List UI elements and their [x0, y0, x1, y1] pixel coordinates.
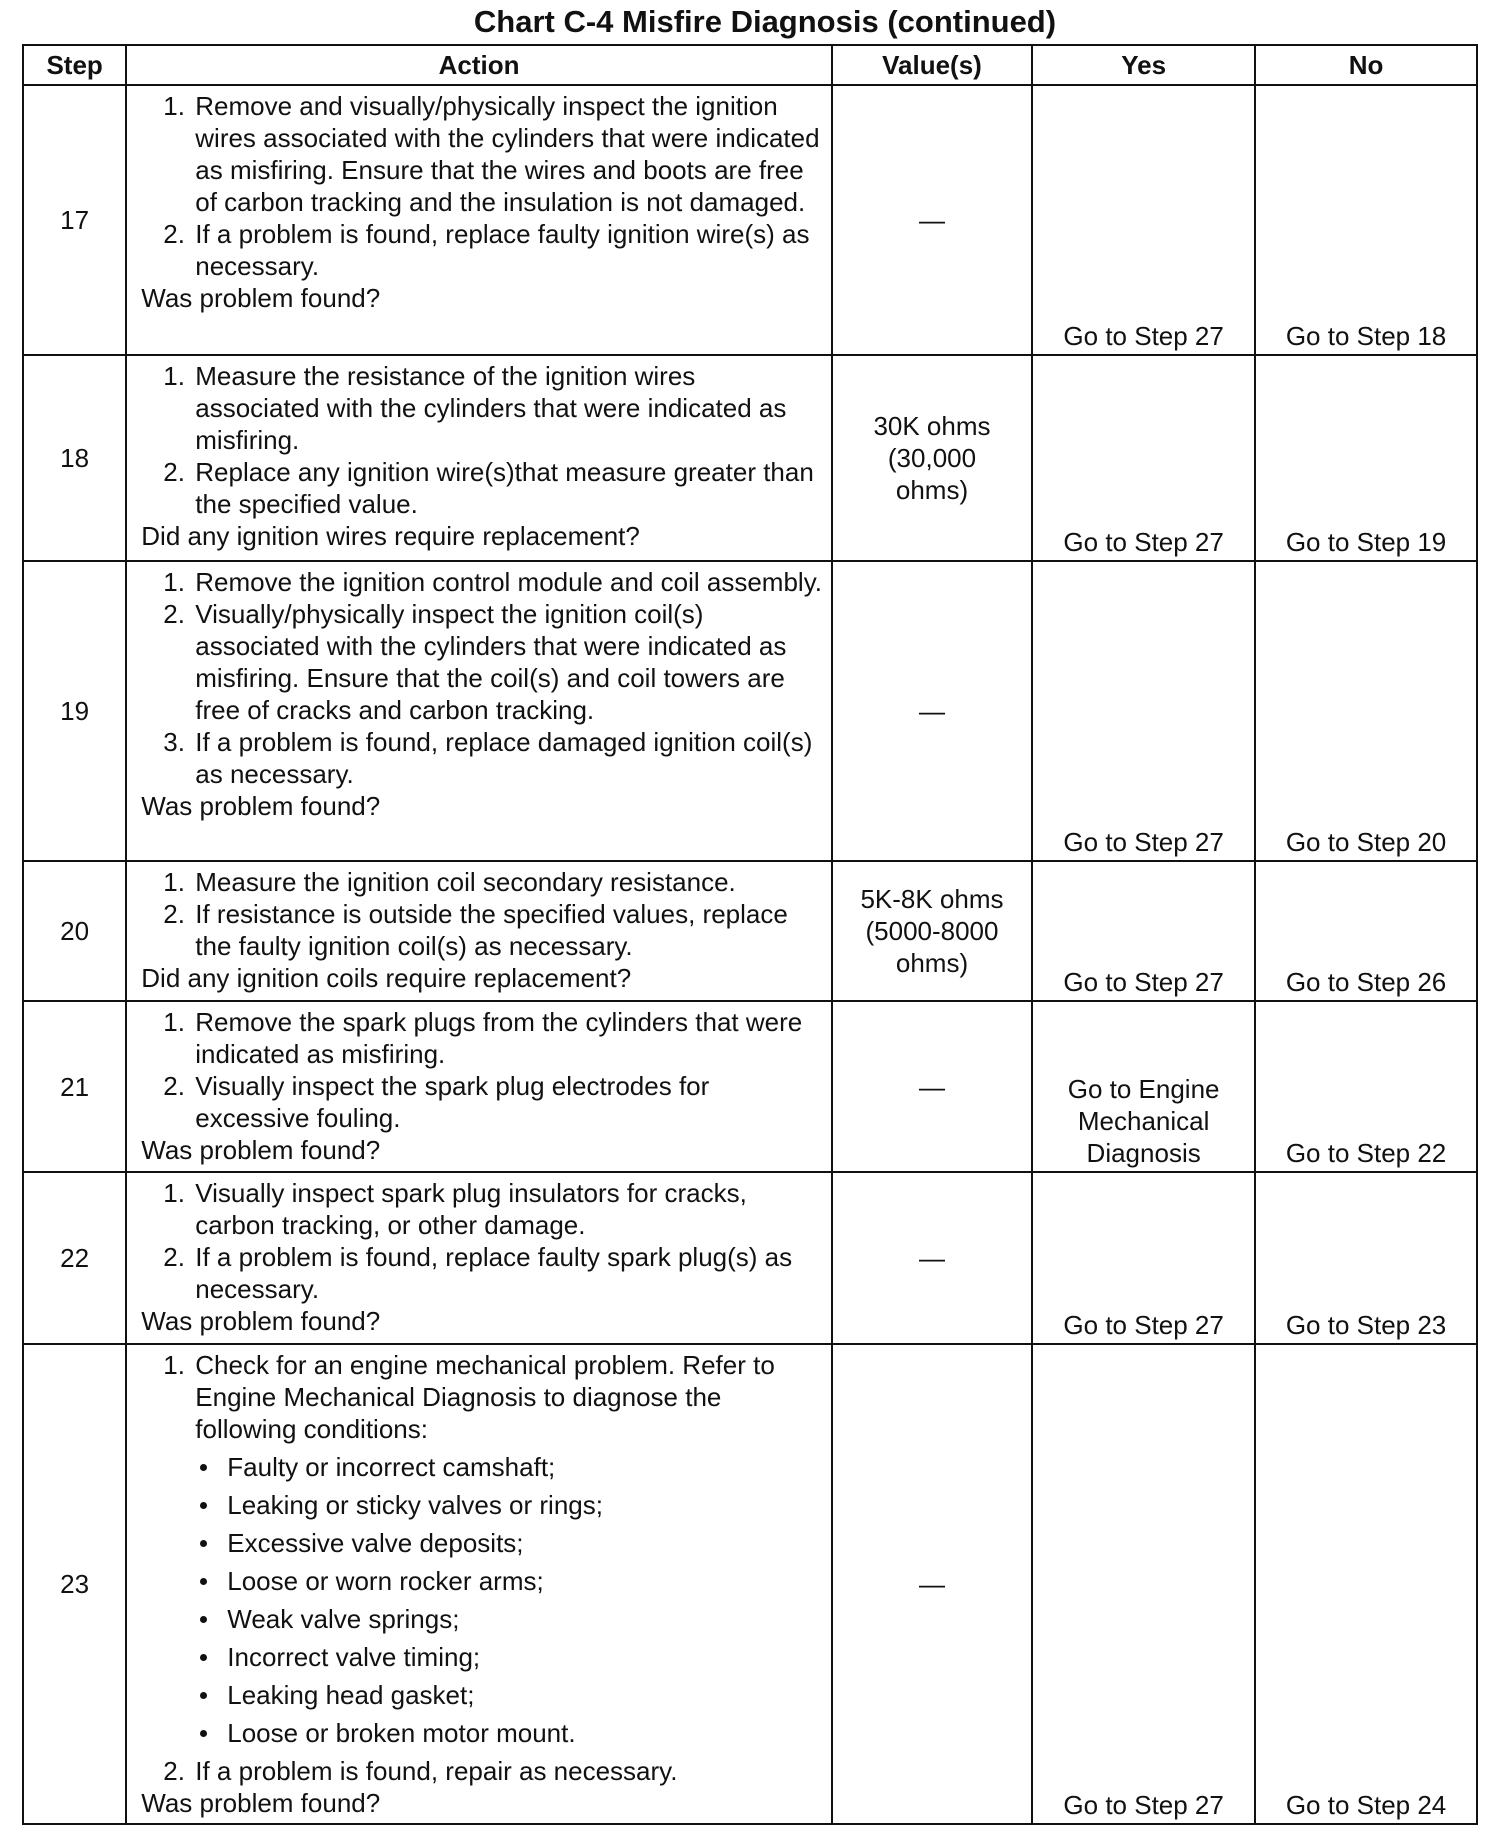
bullet-item: Excessive valve deposits; — [141, 1527, 823, 1559]
header-step: Step — [23, 45, 126, 85]
bullet-item: Loose or worn rocker arms; — [141, 1565, 823, 1597]
bullet-item: Faulty or incorrect camshaft; — [141, 1451, 823, 1483]
value-cell: — — [832, 1344, 1032, 1824]
value-cell: — — [832, 1001, 1032, 1172]
action-cell — [126, 861, 832, 1001]
action-item: 2. If resistance is outside the specified values, replace the faulty ignition coil(s) as necessary. — [163, 899, 788, 961]
action-question: Did any ignition coils require replacement? — [141, 963, 632, 993]
step-number: 21 — [23, 1001, 126, 1172]
action-cell — [126, 1001, 832, 1172]
action-item: 2. Replace any ignition wire(s)that measure greater than the specified value. — [163, 457, 814, 519]
yes-cell: Go to Engine Mechanical Diagnosis — [1032, 1001, 1255, 1172]
yes-cell: Go to Step 27 — [1032, 1172, 1255, 1344]
table-row — [23, 355, 1477, 561]
table-row — [23, 1001, 1477, 1172]
action-item: 3. If a problem is found, replace damaged ignition coil(s) as necessary. — [163, 727, 813, 789]
step-number: 18 — [23, 355, 126, 561]
action-question: Did any ignition wires require replacement? — [141, 521, 640, 551]
action-item: 2. Visually inspect the spark plug electrodes for excessive fouling. — [163, 1071, 710, 1133]
document-page — [22, 0, 1478, 1825]
no-cell: Go to Step 26 — [1255, 861, 1477, 1001]
no-cell: Go to Step 24 — [1255, 1344, 1477, 1824]
step-number: 23 — [23, 1344, 126, 1824]
bullet-item: Weak valve springs; — [141, 1603, 823, 1635]
no-cell: Go to Step 19 — [1255, 355, 1477, 561]
action-cell — [126, 85, 832, 355]
yes-cell: Go to Step 27 — [1032, 1344, 1255, 1824]
action-item: 1. Visually inspect spark plug insulators for cracks, carbon tracking, or other damage. — [163, 1178, 747, 1240]
table-row — [23, 861, 1477, 1001]
step-number: 22 — [23, 1172, 126, 1344]
header-row — [23, 45, 1477, 85]
action-cell — [126, 561, 832, 861]
bullet-item: Leaking or sticky valves or rings; — [141, 1489, 823, 1521]
action-cell — [126, 1344, 832, 1824]
action-item: 1. Check for an engine mechanical problem. Refer to Engine Mechanical Diagnosis to diagnose the following conditions: — [163, 1350, 775, 1444]
no-cell: Go to Step 22 — [1255, 1001, 1477, 1172]
yes-cell: Go to Step 27 — [1032, 355, 1255, 561]
no-cell: Go to Step 23 — [1255, 1172, 1477, 1344]
bullet-item: Incorrect valve timing; — [141, 1641, 823, 1673]
step-number: 20 — [23, 861, 126, 1001]
yes-cell: Go to Step 27 — [1032, 85, 1255, 355]
step-number: 17 — [23, 85, 126, 355]
action-item: 1. Remove and visually/physically inspect the ignition wires associated with the cylinders that were indicated as misfiring. Ensure that the wires and boots are free of carbon tracking and the insulation is not damaged. — [163, 91, 820, 217]
yes-cell: Go to Step 27 — [1032, 561, 1255, 861]
action-question: Was problem found? — [141, 1306, 381, 1336]
bullet-item: Leaking head gasket; — [141, 1679, 823, 1711]
header-action: Action — [126, 45, 832, 85]
action-item: 2. If a problem is found, repair as necessary. — [163, 1756, 678, 1786]
table-row — [23, 1172, 1477, 1344]
action-item: 2. If a problem is found, replace faulty ignition wire(s) as necessary. — [163, 219, 810, 281]
table-row — [23, 561, 1477, 861]
action-item: 1. Measure the resistance of the ignition wires associated with the cylinders that were indicated as misfiring. — [163, 361, 787, 455]
table-row — [23, 85, 1477, 355]
action-question: Was problem found? — [141, 1135, 381, 1165]
header-yes: Yes — [1032, 45, 1255, 85]
action-question: Was problem found? — [141, 1788, 381, 1818]
action-question: Was problem found? — [141, 791, 381, 821]
action-item: 1. Remove the spark plugs from the cylinders that were indicated as misfiring. — [163, 1007, 803, 1069]
value-cell: — — [832, 1172, 1032, 1344]
yes-cell: Go to Step 27 — [1032, 861, 1255, 1001]
action-item: 1. Measure the ignition coil secondary resistance. — [163, 867, 736, 897]
action-item: 1. Remove the ignition control module and coil assembly. — [163, 567, 822, 597]
no-cell: Go to Step 20 — [1255, 561, 1477, 861]
action-question: Was problem found? — [141, 283, 381, 313]
action-cell — [126, 355, 832, 561]
no-cell: Go to Step 18 — [1255, 85, 1477, 355]
value-cell: — — [832, 561, 1032, 861]
bullet-item: Loose or broken motor mount. — [141, 1717, 823, 1749]
value-cell: 30K ohms (30,000 ohms) — [832, 355, 1032, 561]
action-item: 2. Visually/physically inspect the ignition coil(s) associated with the cylinders that were indicated as misfiring. Ensure that the coil(s) and coil towers are free of cracks and carbon tracking. — [163, 599, 787, 725]
step-number: 19 — [23, 561, 126, 861]
action-cell — [126, 1172, 832, 1344]
table-row — [23, 1344, 1477, 1824]
header-no: No — [1255, 45, 1477, 85]
header-values: Value(s) — [832, 45, 1032, 85]
value-cell: — — [832, 85, 1032, 355]
chart-title: Chart C-4 Misfire Diagnosis (continued) — [473, 4, 1057, 39]
diagnosis-table — [22, 44, 1478, 1825]
value-cell: 5K-8K ohms (5000-8000 ohms) — [832, 861, 1032, 1001]
action-item: 2. If a problem is found, replace faulty spark plug(s) as necessary. — [163, 1242, 793, 1304]
